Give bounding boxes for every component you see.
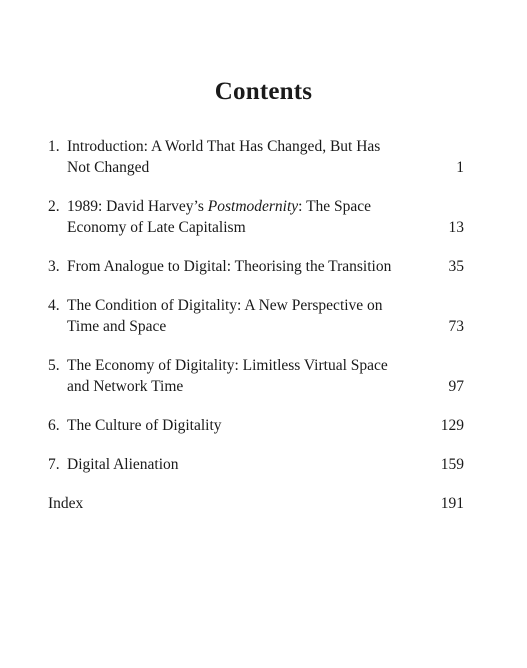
- page-number: 13: [448, 219, 464, 236]
- index-title: Index: [48, 495, 84, 512]
- toc-entry-chapter-3[interactable]: [48, 256, 464, 277]
- page-number: 129: [440, 417, 464, 434]
- toc-entry-index[interactable]: [48, 493, 464, 514]
- toc-entry-chapter-4[interactable]: [48, 295, 464, 337]
- chapter-number: 1.: [48, 138, 60, 155]
- table-of-contents: [48, 136, 464, 532]
- chapter-number: 6.: [48, 417, 60, 434]
- chapter-title: 1989: David Harvey’s Postmodernity: The Space Economy of Late Capitalism: [67, 198, 372, 236]
- chapter-title: The Culture of Digitality: [67, 417, 222, 434]
- chapter-title: The Economy of Digitality: Limitless Virtual Space and Network Time: [67, 357, 388, 395]
- page-number: 73: [448, 318, 464, 335]
- chapter-number: 5.: [48, 357, 60, 374]
- page-number: 1: [456, 159, 464, 176]
- toc-entry-chapter-1[interactable]: [48, 136, 464, 178]
- chapter-title: Introduction: A World That Has Changed, But Has Not Changed: [67, 138, 381, 176]
- book-title-italic: Postmodernity: [207, 198, 299, 215]
- page-number: 97: [448, 378, 464, 395]
- page-number: 159: [440, 456, 464, 473]
- chapter-title: The Condition of Digitality: A New Perspective on Time and Space: [67, 297, 383, 335]
- page-number: 35: [448, 258, 464, 275]
- toc-entry-chapter-5[interactable]: [48, 355, 464, 397]
- chapter-number: 7.: [48, 456, 60, 473]
- chapter-number: 4.: [48, 297, 60, 314]
- toc-entry-chapter-7[interactable]: [48, 454, 464, 475]
- chapter-number: 3.: [48, 258, 60, 275]
- page-number: 191: [440, 495, 464, 512]
- chapter-title: Digital Alienation: [67, 456, 179, 473]
- toc-entry-chapter-6[interactable]: [48, 415, 464, 436]
- chapter-title: From Analogue to Digital: Theorising the Transition: [67, 258, 392, 275]
- toc-entry-chapter-2[interactable]: [48, 196, 464, 238]
- chapter-number: 2.: [48, 198, 60, 215]
- page-title: Contents: [214, 78, 313, 105]
